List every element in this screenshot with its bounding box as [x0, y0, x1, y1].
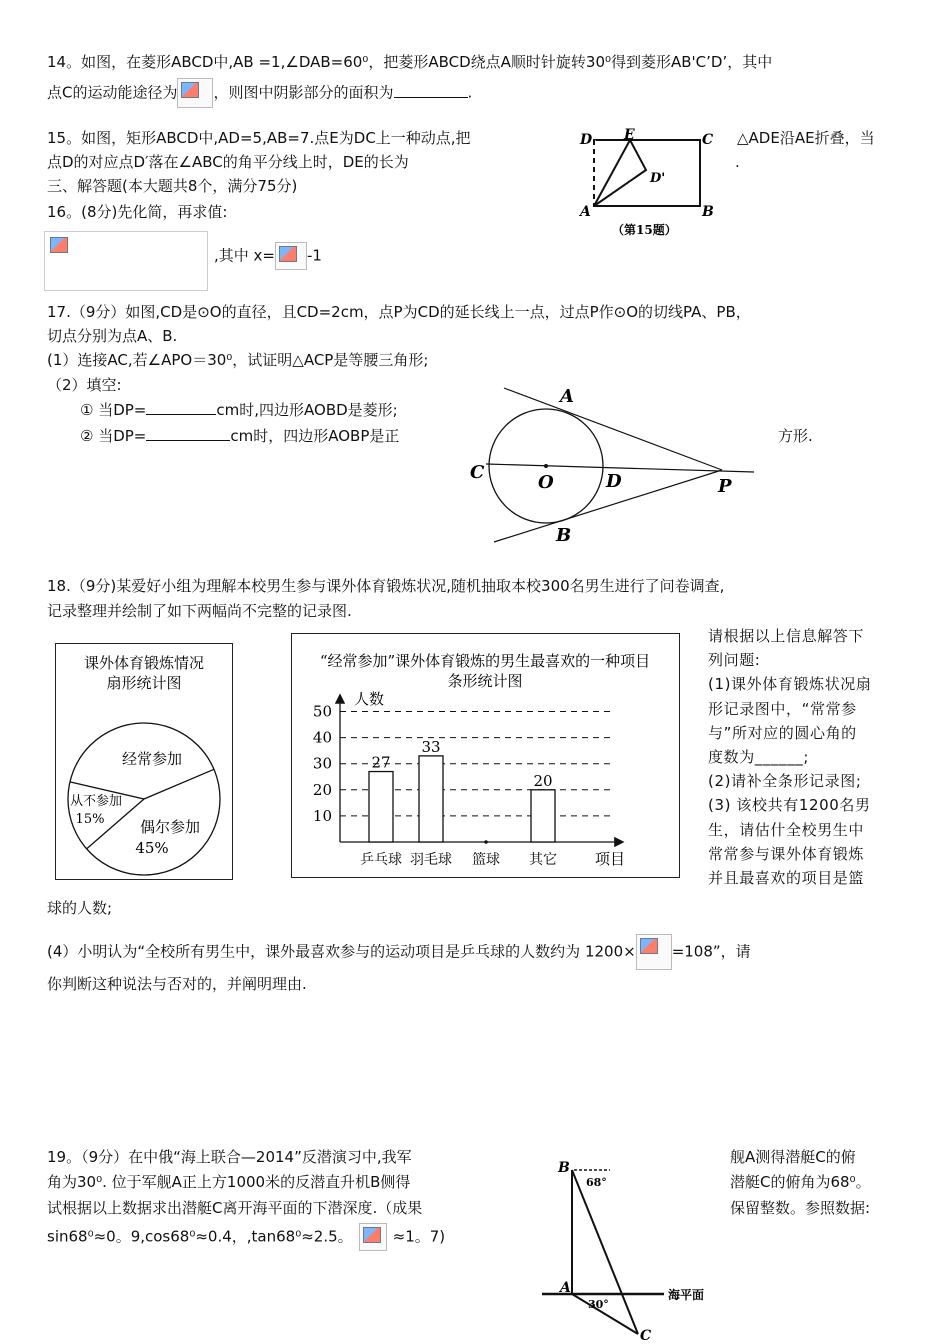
category-label: 乒乓球 [360, 852, 402, 868]
q15-figure [570, 124, 730, 240]
tangent-pa [504, 388, 722, 470]
slice-label-regular: 经常参加 [121, 750, 183, 768]
q19-line1-right: 舰A测得潜艇C的俯 [730, 1148, 856, 1166]
q14-line1: 14。如图，在菱形ABCD中,AB =1,∠DAB=60⁰，把菱形ABCD绕点A顺时针旋转30⁰得到菱形AB'C’D’，其中 [47, 53, 773, 71]
q17-line2: 切点分别为点A、B. [47, 327, 178, 345]
q18-right-line: 生，请估什全校男生中 [708, 820, 865, 839]
label-d-prime: D' [650, 171, 666, 186]
fraction-image-icon [636, 934, 672, 970]
q18-right-line: (3) 该校共有1200名男 [708, 796, 871, 815]
bar-ylabel: 人数 [354, 690, 385, 708]
q19-text-a: sin68⁰≈0。9,cos68⁰≈0.4，,tan68⁰≈2.5。 [47, 1227, 353, 1246]
bar-title: “经常参加”课外体育锻炼的男生最喜欢的一种项目 [319, 652, 651, 670]
bar-missing-marker [484, 840, 488, 844]
label-d: D [580, 132, 593, 148]
q17-line5 [80, 398, 398, 422]
answer-blank [146, 400, 216, 415]
category-label: 羽毛球 [410, 852, 452, 868]
bar-0 [369, 772, 393, 842]
category-label: 篮球 [472, 852, 500, 868]
sqrt-image-icon [275, 242, 307, 270]
label-a: A [560, 386, 574, 407]
bar-1 [419, 756, 443, 842]
bar-marks [360, 738, 557, 868]
formula-image-icon [47, 234, 67, 252]
q16-condition [214, 242, 322, 270]
q19-figure [540, 1158, 720, 1342]
label-b: B [556, 525, 572, 546]
q18-line1: 18.（9分)某爱好小组为理解本校男生参与课外体育锻炼状况,随机抽取本校300名男生进行了问卷调查, [47, 577, 725, 595]
q18-right-line: 常常参与课外体育锻炼 [708, 844, 865, 863]
q14-text-b: ，则图中阴影部分的面积为 [213, 83, 394, 102]
q19-line1: 19。（9分）在中俄“海上联合—2014”反潜演习中,我军 [47, 1148, 412, 1166]
expression-image [44, 231, 208, 291]
bar-xlabel: 项目 [595, 850, 626, 868]
bar-chart-box [291, 633, 680, 878]
q18-right-line: 形记录图中，“常常参 [708, 699, 857, 718]
center-point [544, 464, 548, 468]
q19-line2-right: 潜艇C的俯角为68⁰。 [730, 1173, 871, 1191]
q16-line1: 16。(8分)先化简，再求值: [47, 203, 228, 221]
formula-image-icon [177, 78, 213, 108]
bar-value-label: 33 [421, 737, 441, 756]
q18-right-line: 列问题: [708, 651, 761, 670]
q19-line3: 试根据以上数据求出潜艇C离开海平面的下潜深度.（成果 [47, 1199, 423, 1217]
q19-text-b: ≈1。7) [392, 1227, 446, 1246]
q18-line2: 记录整理并绘制了如下两幅尚不完整的记录图. [47, 602, 352, 620]
q18-right-line: (2)请补全条形记录图; [708, 772, 862, 791]
q18-q4-line1 [47, 934, 751, 970]
q17-text: cm时，四边形AOBP是正 [230, 427, 400, 445]
q17-line4: （2）填空: [47, 376, 122, 394]
ytick-label: 40 [312, 728, 332, 747]
q14-text-a: 点C的运动能途径为 [47, 83, 178, 102]
label-c: C [702, 132, 714, 148]
q18-q4-text-b: =108”，请 [671, 942, 751, 961]
pie-subtitle: 扇形统计图 [106, 674, 182, 692]
q18-right-line: 与”所对应的圆心角的 [708, 723, 857, 742]
ytick-label: 50 [312, 702, 332, 721]
q15-line2-right: . [735, 153, 740, 171]
label-68deg: 68° [586, 1176, 607, 1189]
bar-value-label: 20 [533, 771, 553, 790]
slice-label-occasional: 偶尔参加 [139, 818, 201, 836]
label-d: D [606, 471, 622, 492]
slice-label-never: 从不参加 [69, 794, 123, 809]
label-a: A [580, 204, 591, 220]
triangle-aed [594, 140, 646, 206]
pie-divider [144, 769, 214, 799]
ytick-label: 20 [312, 780, 332, 799]
sqrt-image-icon [359, 1223, 387, 1251]
q14-line2 [47, 78, 472, 108]
bar-chart [292, 634, 679, 877]
q17-line1: 17.（9分）如图,CD是⊙O的直径，且CD=2cm，点P为CD的延长线上一点，过点P作⊙O的切线PA、PB， [47, 303, 751, 321]
label-e: E [624, 127, 635, 143]
q19-line4 [47, 1223, 445, 1251]
category-label: 其它 [529, 852, 557, 868]
q15-line1-right: △ADE沿AE折叠，当 [737, 129, 875, 147]
label-30deg: 30° [588, 1298, 609, 1311]
q17-text: cm时,四边形AOBD是菱形; [216, 401, 398, 419]
bar-3 [531, 790, 555, 842]
section-heading: 三、解答题(本大题共8个，满分75分) [47, 177, 298, 195]
q18-q4-text-a: (4）小明认为“全校所有男生中，课外最喜欢参与的运动项目是乒乓球的人数约为 1200× [47, 942, 636, 961]
label-p: P [718, 476, 732, 497]
label-b: B [558, 1160, 570, 1176]
pie-title: 课外体育锻炼情况 [83, 654, 205, 672]
q16-cond-a: ,其中 x= [214, 246, 275, 265]
q17-figure [460, 380, 770, 550]
q18-right-line: 度数为______; [708, 748, 810, 767]
q15-line2: 点D的对应点D′落在∠ABC的角平分线上时，DE的长为 [47, 153, 409, 171]
q18-right-line: 请根据以上信息解答下 [708, 627, 865, 645]
slice-pct-occasional: 45% [135, 839, 169, 857]
q19-line3-right: 保留整数。参照数据: [730, 1199, 871, 1217]
bar-subtitle: 条形统计图 [447, 672, 523, 690]
label-c: C [470, 462, 485, 483]
q15-line1: 15。如图，矩形ABCD中,AD=5,AB=7.点E为DC上一种动点,把 [47, 129, 471, 147]
q18-right-line: 并且最喜欢的项目是篮 [708, 869, 865, 888]
q14-text-c: . [467, 83, 473, 102]
q18-right-lines [708, 624, 906, 890]
q18-after: 球的人数; [47, 899, 113, 917]
answer-blank [394, 83, 468, 98]
figure-caption: （第15题） [612, 223, 677, 237]
q17-text: ② 当DP= [80, 427, 147, 445]
pie-chart-box [55, 643, 233, 880]
q17-line3: (1）连接AC,若∠APO＝30⁰，试证明△ACP是等腰三角形; [47, 351, 429, 369]
label-o: O [538, 472, 554, 493]
label-a: A [560, 1280, 571, 1296]
label-b: B [702, 204, 714, 220]
q19-line2: 角为30⁰. 位于军舰A正上方1000米的反潜直升机B侧得 [47, 1173, 411, 1191]
q18-q4-line2: 你判断这种说法与否对的，并阐明理由. [47, 975, 307, 993]
ytick-label: 10 [312, 806, 332, 825]
q17-line6-end: 方形. [778, 427, 813, 445]
q18-right-line: (1)课外体育锻炼状况扇 [708, 675, 872, 694]
bar-ytick-labels [313, 703, 332, 825]
label-c: C [640, 1328, 652, 1342]
q17-line6 [80, 424, 399, 448]
label-sea-level: 海平面 [668, 1288, 705, 1302]
q18-right-text [708, 624, 906, 890]
q17-text: ① 当DP= [80, 401, 147, 419]
q16-cond-b: -1 [306, 246, 322, 265]
bar-value-label: 27 [371, 753, 391, 772]
slice-pct-never: 15% [75, 812, 105, 827]
answer-blank [146, 426, 230, 441]
ytick-label: 30 [312, 754, 332, 773]
pie-chart [56, 644, 232, 879]
